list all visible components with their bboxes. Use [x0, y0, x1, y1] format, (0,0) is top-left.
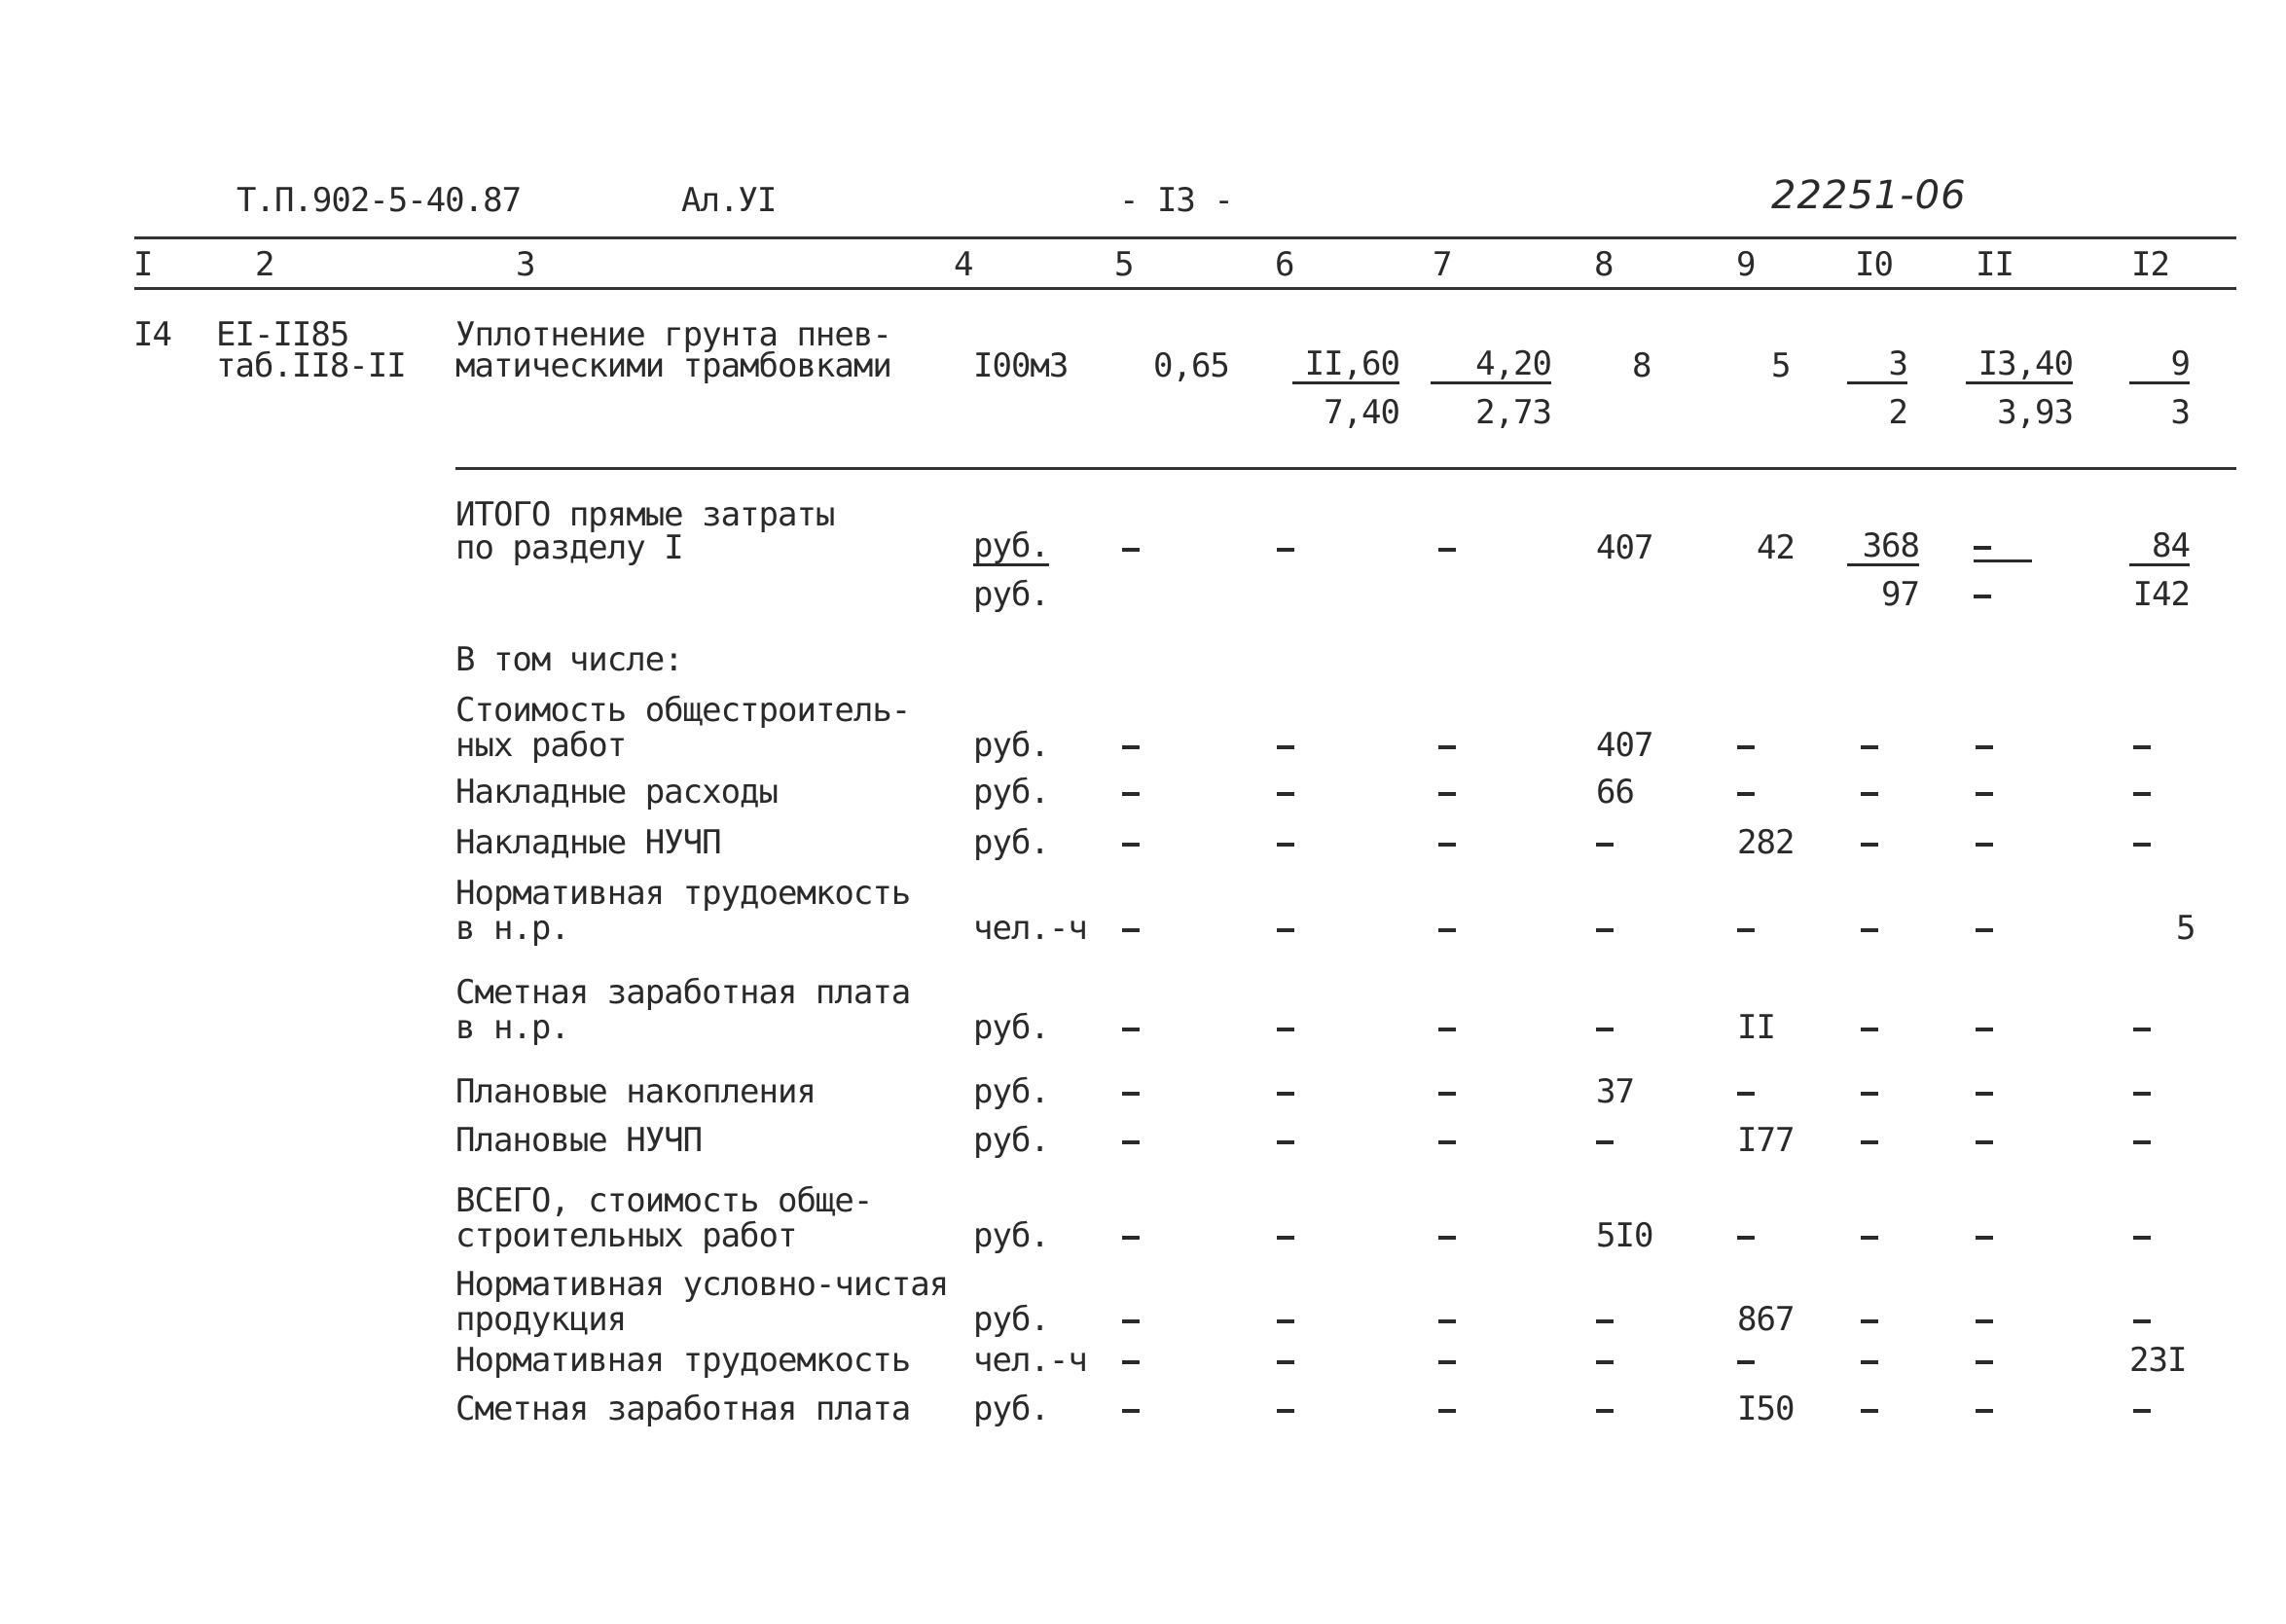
dash	[1861, 1236, 1878, 1240]
dash	[1277, 1028, 1294, 1031]
cell-value: 5	[2176, 909, 2195, 948]
work-name: Уплотнение грунта пнев-	[455, 315, 891, 354]
dash	[1122, 1319, 1140, 1323]
unit: руб.	[973, 726, 1049, 765]
document-code: Т.П.902-5-40.87	[236, 181, 522, 220]
total-cost-bottom: I42	[2132, 575, 2190, 614]
dash	[1438, 928, 1456, 932]
unit: руб.	[973, 1216, 1049, 1255]
dash	[1596, 843, 1614, 847]
dash	[1861, 1092, 1878, 1096]
dash	[1737, 1236, 1755, 1240]
dash	[1277, 1360, 1294, 1364]
dash	[1737, 792, 1755, 796]
dash	[1861, 843, 1878, 847]
dash	[1596, 928, 1614, 932]
total-cost-top: 9	[2129, 346, 2190, 384]
column-number: 8	[1594, 245, 1614, 284]
item-name: Плановые НУЧП	[455, 1121, 703, 1160]
item-name: в н.р.	[455, 909, 569, 948]
dash	[2133, 1140, 2151, 1144]
dash	[1277, 548, 1294, 552]
unit: руб.	[973, 1008, 1049, 1047]
column-number: I0	[1855, 245, 1893, 284]
dash	[1277, 1236, 1294, 1240]
dash	[1861, 1409, 1878, 1413]
item-name: строительных работ	[455, 1216, 797, 1255]
dash	[1122, 548, 1140, 552]
dash	[1976, 1360, 1993, 1364]
dash	[1976, 745, 1993, 749]
column-number: 9	[1736, 245, 1756, 284]
row-number: I4	[133, 315, 171, 354]
column-number: 5	[1114, 245, 1134, 284]
dash	[2133, 1236, 2151, 1240]
dash	[1438, 1319, 1456, 1323]
dash	[1122, 1236, 1140, 1240]
work-name: матическими трамбовками	[455, 346, 891, 385]
section-rule	[455, 467, 2236, 470]
dash	[1438, 1236, 1456, 1240]
dash	[1277, 843, 1294, 847]
item-name: Накладные расходы	[455, 773, 778, 812]
dash	[1122, 1092, 1140, 1096]
total-cost: 8	[1632, 346, 1651, 385]
item-name: ных работ	[455, 726, 627, 765]
item-name: в н.р.	[455, 1008, 569, 1047]
dash	[1861, 1319, 1878, 1323]
unit: чел.-ч	[973, 1341, 1087, 1380]
column-number: I2	[2131, 245, 2169, 284]
unit-cost-bottom: 7,40	[1324, 393, 1399, 432]
dash	[1438, 1140, 1456, 1144]
unit: руб.	[973, 1121, 1049, 1160]
total-cost-top: 84	[2129, 528, 2190, 566]
cell-value: 5I0	[1596, 1216, 1653, 1255]
dash	[1277, 1319, 1294, 1323]
dash	[1277, 745, 1294, 749]
dash	[1596, 1409, 1614, 1413]
page-number: - I3 -	[1119, 181, 1233, 220]
dash	[1976, 928, 1993, 932]
item-name: Накладные НУЧП	[455, 823, 721, 862]
unit: руб.	[973, 575, 1049, 614]
dash	[1976, 1140, 1993, 1144]
dash	[1438, 843, 1456, 847]
dash	[1277, 792, 1294, 796]
dash	[1596, 1028, 1614, 1031]
column-number: 7	[1433, 245, 1452, 284]
dash	[1737, 1360, 1755, 1364]
dash	[1122, 1140, 1140, 1144]
dash	[1861, 1140, 1878, 1144]
norm-table: таб.II8-II	[216, 346, 406, 385]
total-cost-top: 3	[1847, 346, 1907, 384]
dash	[1861, 745, 1878, 749]
cell-value: 867	[1737, 1300, 1795, 1339]
cell-value: 407	[1596, 726, 1653, 765]
dash	[2133, 1028, 2151, 1031]
dash	[1861, 1028, 1878, 1031]
total-cost-top-dash	[1974, 534, 2032, 562]
unit: чел.-ч	[973, 909, 1087, 948]
total-cost: 42	[1757, 528, 1795, 567]
dash	[1438, 792, 1456, 796]
total-cost-bottom: 3,93	[1997, 393, 2073, 432]
dash	[1861, 1360, 1878, 1364]
dash	[1737, 745, 1755, 749]
item-name: Плановые накопления	[455, 1072, 816, 1111]
column-number: 6	[1275, 245, 1294, 284]
item-name: Стоимость общестроитель-	[455, 691, 911, 730]
dash	[2133, 1319, 2151, 1323]
dash	[1438, 745, 1456, 749]
dash	[1976, 1092, 1993, 1096]
column-number: 2	[255, 245, 274, 284]
dash	[1277, 928, 1294, 932]
column-number: 3	[516, 245, 535, 284]
item-name: Сметная заработная плата	[455, 973, 911, 1012]
unit-cost-top: 4,20	[1431, 346, 1551, 384]
dash	[1976, 1236, 1993, 1240]
dash	[1122, 1028, 1140, 1031]
column-number: 4	[954, 245, 973, 284]
cell-value: I50	[1737, 1389, 1795, 1428]
dash	[1861, 928, 1878, 932]
cell-value: 282	[1737, 823, 1795, 862]
dash	[1122, 792, 1140, 796]
cell-value: II	[1737, 1008, 1775, 1047]
column-number: II	[1976, 245, 2014, 284]
header-rule-bottom	[134, 287, 2236, 290]
dash	[1438, 1360, 1456, 1364]
item-name: продукция	[455, 1300, 627, 1339]
unit: руб.	[973, 823, 1049, 862]
unit: руб.	[973, 526, 1049, 565]
dash	[2133, 1092, 2151, 1096]
unit-cost-bottom: 2,73	[1475, 393, 1551, 432]
total-cost: 5	[1771, 346, 1791, 385]
unit: руб.	[973, 1389, 1049, 1428]
item-name: Нормативная трудоемкость	[455, 1341, 911, 1380]
cell-value: 37	[1596, 1072, 1634, 1111]
cell-value: I77	[1737, 1121, 1795, 1160]
dash	[1976, 1409, 1993, 1413]
album-number: Ал.УІ	[681, 181, 777, 220]
dash	[1122, 843, 1140, 847]
dash	[1122, 1360, 1140, 1364]
column-number: I	[133, 245, 153, 284]
total-label: по разделу I	[455, 528, 683, 567]
quantity: 0,65	[1153, 346, 1229, 385]
total-cost-bottom: 3	[2170, 393, 2190, 432]
total-cost-top: I3,40	[1966, 346, 2073, 384]
dash	[1596, 1360, 1614, 1364]
dash	[1976, 843, 1993, 847]
dash	[1976, 1028, 1993, 1031]
item-name: ВСЕГО, стоимость обще-	[455, 1181, 873, 1220]
in-total-label: В том числе:	[455, 640, 683, 679]
unit: руб.	[973, 773, 1049, 812]
item-name: Нормативная трудоемкость	[455, 874, 911, 913]
total-cost-bottom: 2	[1888, 393, 1907, 432]
dash	[1976, 792, 1993, 796]
cell-value: 23I	[2129, 1341, 2187, 1380]
cell-value: 66	[1596, 773, 1634, 812]
total-cost-top: 368	[1847, 528, 1919, 566]
dash	[2133, 1409, 2151, 1413]
dash	[1277, 1092, 1294, 1096]
item-name: Сметная заработная плата	[455, 1389, 911, 1428]
dash	[1438, 1409, 1456, 1413]
total-cost-bottom: 97	[1881, 575, 1919, 614]
header-rule-top	[134, 236, 2236, 239]
dash	[1976, 1319, 1993, 1323]
total-cost: 407	[1596, 528, 1653, 567]
unit: руб.	[973, 1300, 1049, 1339]
dash	[1974, 595, 1991, 598]
item-name: Нормативная условно-чистая	[455, 1265, 949, 1304]
dash	[1122, 745, 1140, 749]
unit: I00м3	[973, 346, 1069, 385]
dash	[1861, 792, 1878, 796]
dash	[1737, 928, 1755, 932]
inventory-number: 22251-06	[1771, 173, 1967, 218]
unit: руб.	[973, 1072, 1049, 1111]
dash	[1596, 1319, 1614, 1323]
dash	[1122, 1409, 1140, 1413]
dash	[1596, 1140, 1614, 1144]
dash	[2133, 792, 2151, 796]
dash	[2133, 843, 2151, 847]
norm-code: ЕI-II85	[216, 315, 349, 354]
total-label: ИТОГО прямые затраты	[455, 495, 835, 534]
dash	[1277, 1409, 1294, 1413]
dash	[1438, 1092, 1456, 1096]
dash	[1438, 1028, 1456, 1031]
unit-cost-top: II,60	[1292, 346, 1399, 384]
dash	[1438, 548, 1456, 552]
dash	[1122, 928, 1140, 932]
dash	[1737, 1092, 1755, 1096]
dash	[2133, 745, 2151, 749]
dash	[1277, 1140, 1294, 1144]
